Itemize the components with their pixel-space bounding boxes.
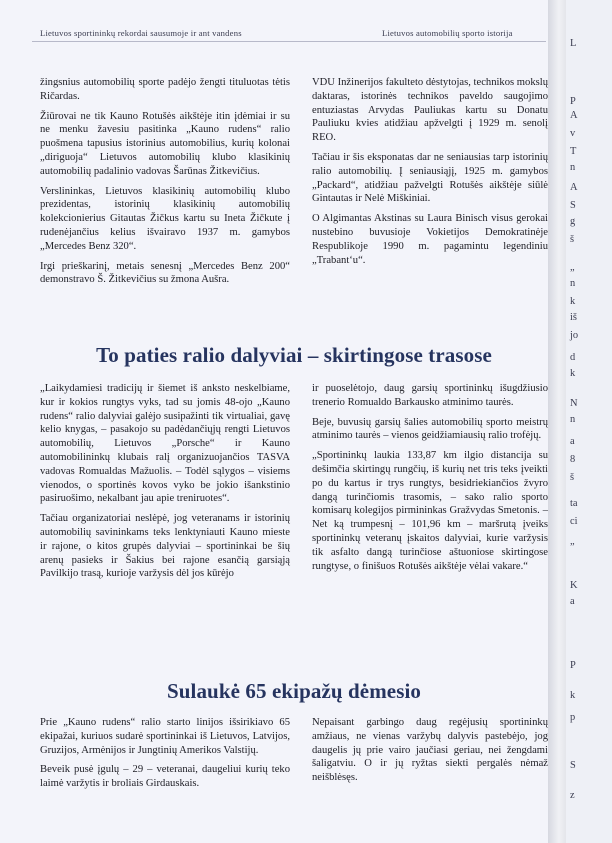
adjacent-page-fragment: g [570, 216, 576, 227]
adjacent-page-fragment: L [570, 38, 577, 49]
adjacent-page-fragment: š [570, 472, 575, 483]
adjacent-page-fragment: p [570, 712, 576, 723]
adjacent-page-fragment: S [570, 200, 576, 211]
paragraph: Žiūrovai ne tik Kauno Rotušės aikštėje itin įdėmiai ir su ne menku žavesiu pasitinka „Kauno rudens“ ralio puošmena tapusius istorinius automobilius, kurių kolonai „diriguoja“ Lietuvos automobilių klubo klasikinių automobilių padalinio vadovas Šarūnas Žitkevičius. [40, 110, 290, 177]
running-header-right: Lietuvos automobilių sporto istorija [382, 28, 513, 38]
adjacent-page-fragment: k [570, 368, 576, 379]
adjacent-page-fragment: k [570, 690, 576, 701]
top-left-column [40, 76, 290, 293]
paragraph: Tačiau ir šis eksponatas dar ne seniausias tarp istorinių ralio automobilių. Į seniausiąjį, 1925 m. gamybos „Packard“, atidžiau pažvelgti Rotušės aikštėje siūlė Gintautas ir Nelė Miškiniai. [312, 151, 548, 205]
adjacent-page-fragment: T [570, 146, 577, 157]
paragraph: Irgi prieškarinį, metais senesnį „Mercedes Benz 200“ demonstravo Š. Žitkevičius su žmona Aušra. [40, 260, 290, 286]
adjacent-page-fragment: ci [570, 516, 578, 527]
paragraph: Tačiau organizatoriai neslėpė, jog veteranams ir istorinių automobilių savininkams teks lenktyniauti Kauno mieste ir rajone, o kitos grupės dalyviai – sportininkai be šių arenų pasieks ir Šakius bei rajone esančią garsiąją Pavilkijo trasą, kurioje varžysis dėl jos kūrėjo [40, 513, 290, 580]
adjacent-page-fragment: š [570, 234, 575, 245]
paragraph: žingsnius automobilių sporte padėjo žengti tituluotas tėtis Ričardas. [40, 77, 290, 102]
adjacent-page-fragment: „ [570, 262, 575, 273]
running-header-left: Lietuvos sportininkų rekordai sausumoje ir ant vandens [40, 28, 242, 38]
adjacent-page-fragment: K [570, 580, 578, 591]
paragraph: ir puoselėtojo, daug garsių sportininkų išugdžiusio trenerio Romualdo Barkausko atminimo taurės. [312, 383, 548, 408]
paragraph: Beveik pusė įgulų – 29 – veteranai, daugeliui kurių teko laimė varžytis ir broliais Girdauskais. [40, 764, 290, 790]
adjacent-page-fragment: z [570, 790, 575, 801]
adjacent-page-fragment: n [570, 162, 576, 173]
section-heading-2: Sulaukė 65 ekipažų dėmesio [166, 679, 422, 703]
adjacent-page-fragment: S [570, 760, 576, 771]
paragraph: Beje, buvusių garsių šalies automobilių sporto meistrų atminimo taurės – vienos geidžiamiausių ralio trofėjų. [312, 416, 548, 442]
section2-right-column [312, 716, 548, 791]
paragraph: O Algimantas Akstinas su Laura Binisch visus gerokai nustebino buvusioje Vokietijos Demokratinėje Respublikoje 1990 m. pagamintu legendiniu „Trabant‘u“. [312, 213, 548, 266]
adjacent-page-fragment: jo [570, 330, 579, 341]
section1-left-column [40, 382, 290, 587]
adjacent-page-fragment: N [570, 398, 578, 409]
section-heading-1: To paties ralio dalyviai – skirtingose trasose [96, 343, 492, 367]
adjacent-page-fragment: d [570, 352, 576, 363]
paragraph: Verslininkas, Lietuvos klasikinių automobilių klubo prezidentas, istorinių klasikinių automobilių kolekcionierius Gitautas Žičkus kartu su Ineta Žičkute į rudenėjančius kelius išvairavo 1937 m. gamybos „Mercedes Benz 320“. [40, 185, 290, 252]
header-rule [32, 41, 546, 42]
adjacent-page-fragment: v [570, 128, 576, 139]
adjacent-page-fragment: k [570, 296, 576, 307]
paragraph: „Laikydamiesi tradicijų ir šiemet iš anksto neskelbiame, kur ir kokios rungtys vyks, tad su jomis 48-ojo „Kauno rudens“ ralio dalyviai galėjo susipažinti tik virtualiai, gavę kelio knygas, – pasakojo su padėdančiųjų rengti Lietuvos automobilių, Lietuvos „Porsche“ ir Kauno automobilininkų klubais ralį organizuojančios TASVA vadovas Romualdas Mažuolis. – Todėl sąlygos – visiems vienodos, o sportinės kovos vyko be jokio išankstinio pasiruošimo, nekalbant jau apie treniruotes“. [40, 383, 290, 505]
paragraph: „Sportininkų laukia 133,87 km ilgio distancija su dešimčia skirtingų rungčių, iš kurių net tris teks įveikti po du kartus ir trys rungtys, besidriekiančios žvyro dangą turinčiomis trasomis, – sako ralio sporto komisarų kolegijos pirmininkas Gražvydas Smetonis. – Net ką trumpesnį – 101,96 km – maršrutą įveiks sportininkų veteranų įskaitos dalyviai, kurie varžysis tik asfalto dangą turinčiose aštuoniose skirtingose rungtyse, o finišuos Rotušės aikštėje vėlai vakare.“ [312, 450, 548, 572]
adjacent-page-fragment: n [570, 278, 576, 289]
adjacent-page-fragment: a [570, 596, 575, 607]
adjacent-page-fragment: A [570, 110, 578, 121]
adjacent-page-edge [566, 0, 612, 843]
adjacent-page-fragment: P [570, 96, 576, 107]
adjacent-page-fragment: ta [570, 498, 578, 509]
adjacent-page-fragment: iš [570, 312, 577, 323]
adjacent-page-fragment: a [570, 436, 575, 447]
adjacent-page-fragment: A [570, 182, 578, 193]
adjacent-page-fragment: n [570, 414, 576, 425]
section1-right-column [312, 382, 548, 579]
book-gutter [548, 0, 566, 843]
adjacent-page-fragment: P [570, 660, 576, 671]
adjacent-page-fragment: „ [570, 536, 575, 547]
paragraph: VDU Inžinerijos fakulteto dėstytojas, technikos mokslų daktaras, istorinės technikos paveldo saugojimo entuziastas Arvydas Pauliukas kartu su Donatu Pauliuku kvies atidžiau apžvelgti į 1929 m. senolį REO. [312, 77, 548, 144]
adjacent-page-fragment: 8 [570, 454, 576, 465]
paragraph: Nepaisant garbingo daug regėjusių sportininkų amžiaus, ne vienas varžybų dalyvis pastebėjo, jog daugelis jų prie vairo jaučiasi geriau, nei žengdami šaligatviu. O ir jų ryžtas siekti pergalės nėmaž neišblėsęs. [312, 717, 548, 784]
section2-left-column [40, 716, 290, 797]
top-right-column [312, 76, 548, 273]
paragraph: Prie „Kauno rudens“ ralio starto linijos išsirikiavo 65 ekipažai, kuriuos sudarė sportininkai iš Lietuvos, Latvijos, Gruzijos, Armėnijos ir Jungtinių Amerikos Valstijų. [40, 717, 290, 756]
